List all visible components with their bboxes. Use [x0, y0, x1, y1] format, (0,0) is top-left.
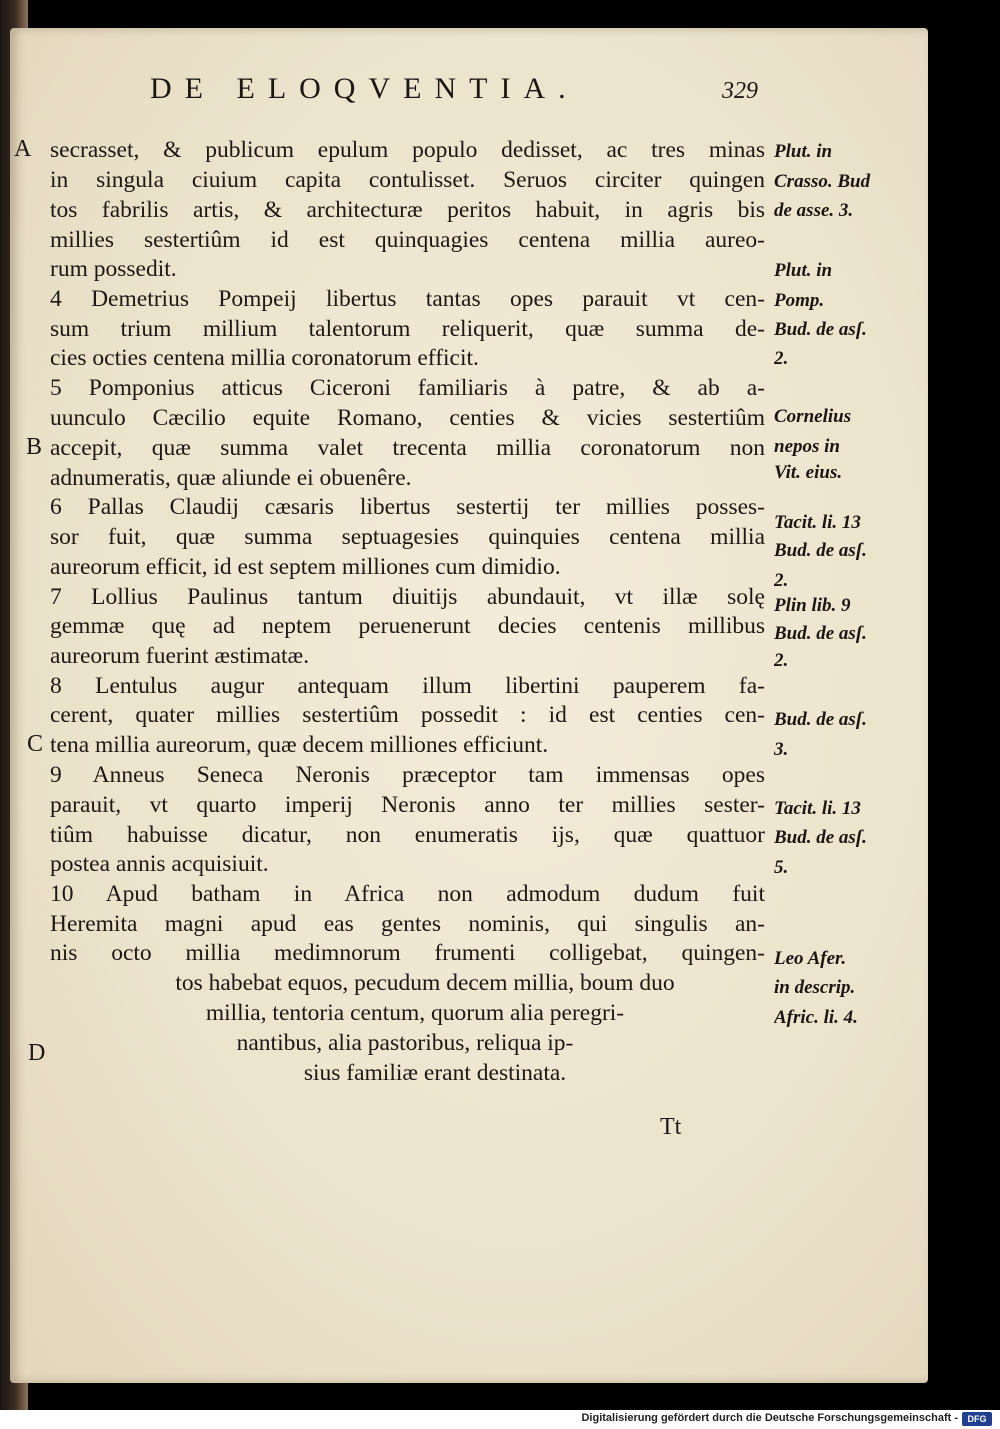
body-line: secrasset, & publicum epulum populo dedisset, ac tres minas [50, 137, 765, 163]
body-line: cies octies centena millia coronatorum efficit. [50, 345, 479, 371]
body-line: nantibus, alia pastoribus, reliqua ip- [236, 1030, 574, 1056]
body-line: 6 Pallas Claudij cæsaris libertus sestertij ter millies posses- [50, 494, 765, 520]
page-number: 329 [722, 78, 758, 104]
marginal-note: Bud. de asſ. [774, 540, 867, 561]
body-line: Heremita magni apud eas gentes nominis, qui singulis an- [50, 911, 765, 937]
marginal-note: Plut. in [774, 141, 833, 162]
marginal-note: Tacit. li. 13 [774, 512, 861, 533]
body-line: 9 Anneus Seneca Neronis præceptor tam immensas opes [50, 762, 765, 788]
body-line: sum trium millium talentorum reliquerit, quæ summa de- [50, 316, 765, 342]
marginal-note: Crasso. Bud [774, 171, 871, 192]
section-letter-a: A [14, 136, 32, 162]
marginal-note: 2. [774, 570, 789, 591]
marginal-note: in descrip. [774, 977, 856, 998]
marginal-note: Plin lib. 9 [774, 595, 851, 616]
marginal-note: Vit. eius. [774, 462, 843, 483]
running-head: DE ELOQVENTIA. [150, 72, 579, 105]
marginal-note: Bud. de asſ. [774, 319, 867, 340]
body-line: uunculo Cæcilio equite Romano, centies & vicies sestertiûm [50, 405, 765, 431]
body-line: tena millia aureorum, quæ decem milliones efficiunt. [50, 732, 549, 758]
section-letter-c: C [27, 731, 44, 757]
footer-credit: Digitalisierung gefördert durch die Deutsche Forschungsgemeinschaft - [581, 1412, 958, 1424]
marginal-note: Pomp. [774, 290, 825, 311]
marginal-note: Cornelius [774, 406, 852, 427]
body-line: parauit, vt quarto imperij Neronis anno ter millies sester- [50, 792, 765, 818]
marginal-note: 2. [774, 348, 789, 369]
body-line: 8 Lentulus augur antequam illum libertini pauperem fa- [50, 673, 765, 699]
body-line: millia, tentoria centum, quorum alia peregri- [205, 1000, 625, 1026]
marginal-note: Bud. de asſ. [774, 623, 867, 644]
marginal-note: 2. [774, 650, 789, 671]
body-line: sius familiæ erant destinata. [303, 1060, 567, 1086]
marginal-note: de asse. 3. [774, 200, 854, 221]
body-line: aureorum fuerint æstimatæ. [50, 643, 310, 669]
marginal-note: Leo Afer. [774, 948, 847, 969]
body-line: tos fabrilis artis, & architecturæ peritos habuit, in agris bis [50, 197, 765, 223]
body-line: 10 Apud batham in Africa non admodum dudum fuit [50, 881, 765, 907]
marginal-note: Bud. de asſ. [774, 827, 867, 848]
marginal-note: 5. [774, 857, 789, 878]
section-letter-d: D [28, 1040, 46, 1066]
body-line: aureorum efficit, id est septem milliones cum dimidio. [50, 554, 561, 580]
body-line: 5 Pomponius atticus Ciceroni familiaris à patre, & ab a- [50, 375, 765, 401]
body-line: adnumeratis, quæ aliunde ei obuenêre. [50, 465, 412, 491]
marginal-note: 3. [774, 739, 789, 760]
body-line: in singula ciuium capita contulisset. Seruos circiter quingen [50, 167, 765, 193]
marginal-note: Bud. de asſ. [774, 709, 867, 730]
body-line: millies sestertiûm id est quinquagies centena millia aureo- [50, 227, 765, 253]
section-letter-b: B [26, 434, 43, 460]
body-line: gemmæ quę ad neptem peruenerunt decies centenis millibus [50, 613, 765, 639]
body-line: tos habebat equos, pecudum decem millia, boum duo [175, 970, 675, 996]
body-line: cerent, quater millies sestertiûm possedit : id est centies cen- [50, 702, 765, 728]
body-line: tiûm habuisse dicatur, non enumeratis ijs, quæ quattuor [50, 822, 765, 848]
catchword: Tt [660, 1114, 682, 1140]
book-page [10, 28, 928, 1383]
marginal-note: Tacit. li. 13 [774, 798, 861, 819]
body-line: accepit, quæ summa valet trecenta millia coronatorum non [50, 435, 765, 461]
marginal-note: Plut. in [774, 260, 833, 281]
body-line: 7 Lollius Paulinus tantum diuitijs abundauit, vt illæ solę [50, 584, 765, 610]
dfg-logo-icon: DFG [962, 1412, 992, 1426]
body-line: postea annis acquisiuit. [50, 851, 269, 877]
body-line: sor fuit, quæ summa septuagesies quinquies centena millia [50, 524, 765, 550]
marginal-note: Afric. li. 4. [774, 1007, 858, 1028]
body-line: rum possedit. [50, 256, 177, 282]
body-line: 4 Demetrius Pompeij libertus tantas opes parauit vt cen- [50, 286, 765, 312]
body-line: nis octo millia medimnorum frumenti colligebat, quingen- [50, 940, 765, 966]
marginal-note: nepos in [774, 436, 840, 457]
